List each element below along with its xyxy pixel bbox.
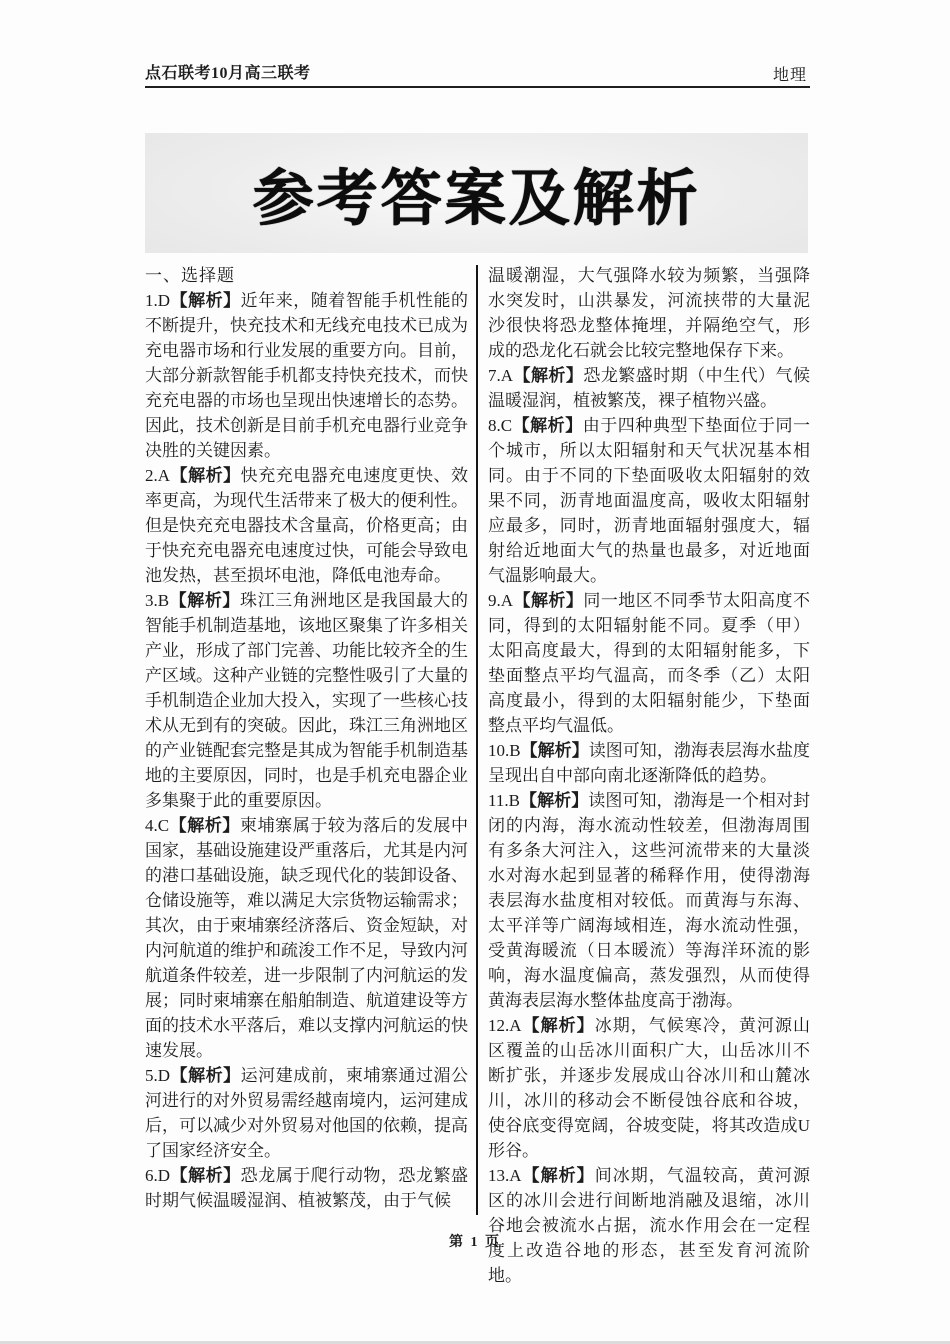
answer-item-1 bbox=[145, 288, 468, 463]
answer-item-2 bbox=[145, 463, 468, 588]
analysis-tag: 【解析】 bbox=[169, 816, 241, 835]
analysis-text: 近年来，随着智能手机性能的不断提升，快充技术和无线充电技术已成为充电器市场和行业发展的重要方向。目前，大部分新款智能手机都支持快充技术，而快充充电器的市场也呈现出快速增长的态势。因此，技术创新是目前手机充电器行业竞争决胜的关键因素。 bbox=[145, 291, 469, 460]
analysis-tag: 【解析】 bbox=[170, 466, 241, 485]
analysis-tag: 【解析】 bbox=[512, 416, 583, 435]
analysis-text: 温暖潮湿，大气强降水较为频繁，当强降水突发时，山洪暴发，河流挟带的大量泥沙很快将恐龙整体掩埋，并隔绝空气，形成的恐龙化石就会比较完整地保存下来。 bbox=[488, 266, 810, 360]
answer-number: 4.C bbox=[145, 816, 170, 835]
section-heading: 一、选择题 bbox=[145, 266, 235, 285]
analysis-text: 间冰期，气温较高，黄河源区的冰川会进行间断地消融及退缩，冰川谷地会被流水占据，流水作用会在一定程度上改造谷地的形态，甚至发育河流阶地。 bbox=[488, 1166, 811, 1285]
analysis-tag: 【解析】 bbox=[513, 366, 584, 385]
answer-item-10 bbox=[488, 738, 810, 788]
answer-number: 12.A bbox=[488, 1016, 522, 1035]
analysis-tag: 【解析】 bbox=[169, 591, 241, 610]
answer-number: 9.A bbox=[488, 591, 514, 610]
answer-item-7 bbox=[488, 363, 810, 413]
analysis-text: 珠江三角洲地区是我国最大的智能手机制造基地，该地区聚集了许多相关产业，形成了部门完善、功能比较齐全的生产区域。这种产业链的完整性吸引了大量的手机制造企业加大投入，实现了一些核心技术从无到有的突破。因此，珠江三角洲地区的产业链配套完整是其成为智能手机制造基地的主要原因，同时，也是手机充电器企业多集聚于此的重要原因。 bbox=[145, 591, 469, 810]
analysis-text: 柬埔寨属于较为落后的发展中国家，基础设施建设严重落后，尤其是内河的港口基础设施，缺乏现代化的装卸设备、仓储设施等，难以满足大宗货物运输需求；其次，由于柬埔寨经济落后、资金短缺，对内河航道的维护和疏浚工作不足，导致内河航道条件较差，进一步限制了内河航运的发展；同时柬埔寨在船舶制造、航道建设等方面的技术水平落后，难以支撑内河航运的快速发展。 bbox=[145, 816, 469, 1060]
answer-number: 5.D bbox=[145, 1066, 171, 1085]
answer-number: 13.A bbox=[488, 1166, 522, 1185]
analysis-tag: 【解析】 bbox=[521, 1166, 595, 1185]
analysis-text: 同一地区不同季节太阳高度不同，得到的太阳辐射能不同。夏季（甲）太阳高度最大，得到的太阳辐射能多，下垫面整点平均气温高，而冬季（乙）太阳高度最小，得到的太阳辐射能少，下垫面整点平均气温低。 bbox=[488, 591, 810, 735]
analysis-text: 由于四种典型下垫面位于同一个城市，所以太阳辐射和天气状况基本相同。由于不同的下垫面吸收太阳辐射的效果不同，沥青地面温度高，吸收太阳辐射应最多，同时，沥青地面辐射强度大，辐射给近地面大气的热量也最多，对近地面气温影响最大。 bbox=[488, 416, 811, 585]
answer-number: 11.B bbox=[488, 791, 520, 810]
answer-number: 7.A bbox=[488, 366, 514, 385]
answer-item-12 bbox=[488, 1013, 810, 1163]
answer-number: 10.B bbox=[488, 741, 521, 760]
analysis-tag: 【解析】 bbox=[170, 291, 241, 310]
analysis-tag: 【解析】 bbox=[170, 1166, 241, 1185]
header-exam-name: 点石联考10月高三联考 bbox=[145, 65, 311, 82]
page-number: 第 1 页 bbox=[449, 1235, 501, 1250]
answer-item-4 bbox=[145, 813, 468, 1063]
header-subject: 地理 bbox=[773, 67, 808, 84]
answer-number: 3.B bbox=[145, 591, 170, 610]
answer-item-6-continuation bbox=[488, 263, 810, 363]
analysis-text: 读图可知，渤海是一个相对封闭的内海，海水流动性较差，但渤海周围有多条大河注入，这些河流带来的大量淡水对海水起到显著的稀释作用，使得渤海表层海水盐度相对较低。而黄海与东海、太平洋等广阔海域相连，海水流动性强，受黄海暖流（日本暖流）等海洋环流的影响，海水温度偏高，蒸发强烈，从而使得黄海表层海水整体盐度高于渤海。 bbox=[488, 791, 811, 1010]
analysis-text: 运河建成前，柬埔寨通过湄公河进行的对外贸易需经越南境内，运河建成后，可以减少对外贸易对他国的依赖，提高了国家经济安全。 bbox=[145, 1066, 469, 1160]
answer-number: 2.A bbox=[145, 466, 171, 485]
analysis-text: 读图可知，渤海表层海水盐度呈现出自中部向南北逐渐降低的趋势。 bbox=[488, 741, 811, 785]
answer-item-6 bbox=[145, 1163, 468, 1213]
analysis-tag: 【解析】 bbox=[521, 1016, 595, 1035]
analysis-tag: 【解析】 bbox=[519, 791, 589, 810]
answer-item-3 bbox=[145, 588, 468, 813]
header-rule bbox=[145, 86, 810, 88]
answer-item-11 bbox=[488, 788, 810, 1013]
analysis-tag: 【解析】 bbox=[170, 1066, 241, 1085]
analysis-text: 恐龙繁盛时期（中生代）气候温暖湿润，植被繁茂，裸子植物兴盛。 bbox=[488, 366, 810, 410]
answer-item-13 bbox=[488, 1163, 810, 1288]
analysis-text: 恐龙属于爬行动物，恐龙繁盛时期气候温暖湿润、植被繁茂，由于气候 bbox=[145, 1166, 469, 1210]
answer-number: 1.D bbox=[145, 291, 171, 310]
right-column bbox=[488, 263, 810, 1288]
analysis-text: 快充充电器充电速度更快、效率更高，为现代生活带来了极大的便利性。但是快充充电器技术含量高，价格更高；由于快充充电器充电速度过快，可能会导致电池发热，甚至损坏电池，降低电池寿命。 bbox=[145, 466, 469, 585]
answer-number: 6.D bbox=[145, 1166, 171, 1185]
page-title: 参考答案及解析 bbox=[252, 165, 701, 233]
analysis-text: 冰期，气候寒冷，黄河源山区覆盖的山岳冰川面积广大，山岳冰川不断扩张，并逐步发展成山谷冰川和山麓冰川，冰川的移动会不断侵蚀谷底和谷坡，使谷底变得宽阔，谷坡变陡，将其改造成U形谷。 bbox=[488, 1016, 811, 1160]
analysis-tag: 【解析】 bbox=[520, 741, 589, 760]
left-column bbox=[145, 263, 468, 1213]
answer-number: 8.C bbox=[488, 416, 513, 435]
answer-item-9 bbox=[488, 588, 810, 738]
title-banner bbox=[145, 133, 808, 253]
answer-item-8 bbox=[488, 413, 810, 588]
column-divider bbox=[476, 265, 478, 1215]
analysis-tag: 【解析】 bbox=[513, 591, 584, 610]
answer-item-5 bbox=[145, 1063, 468, 1163]
